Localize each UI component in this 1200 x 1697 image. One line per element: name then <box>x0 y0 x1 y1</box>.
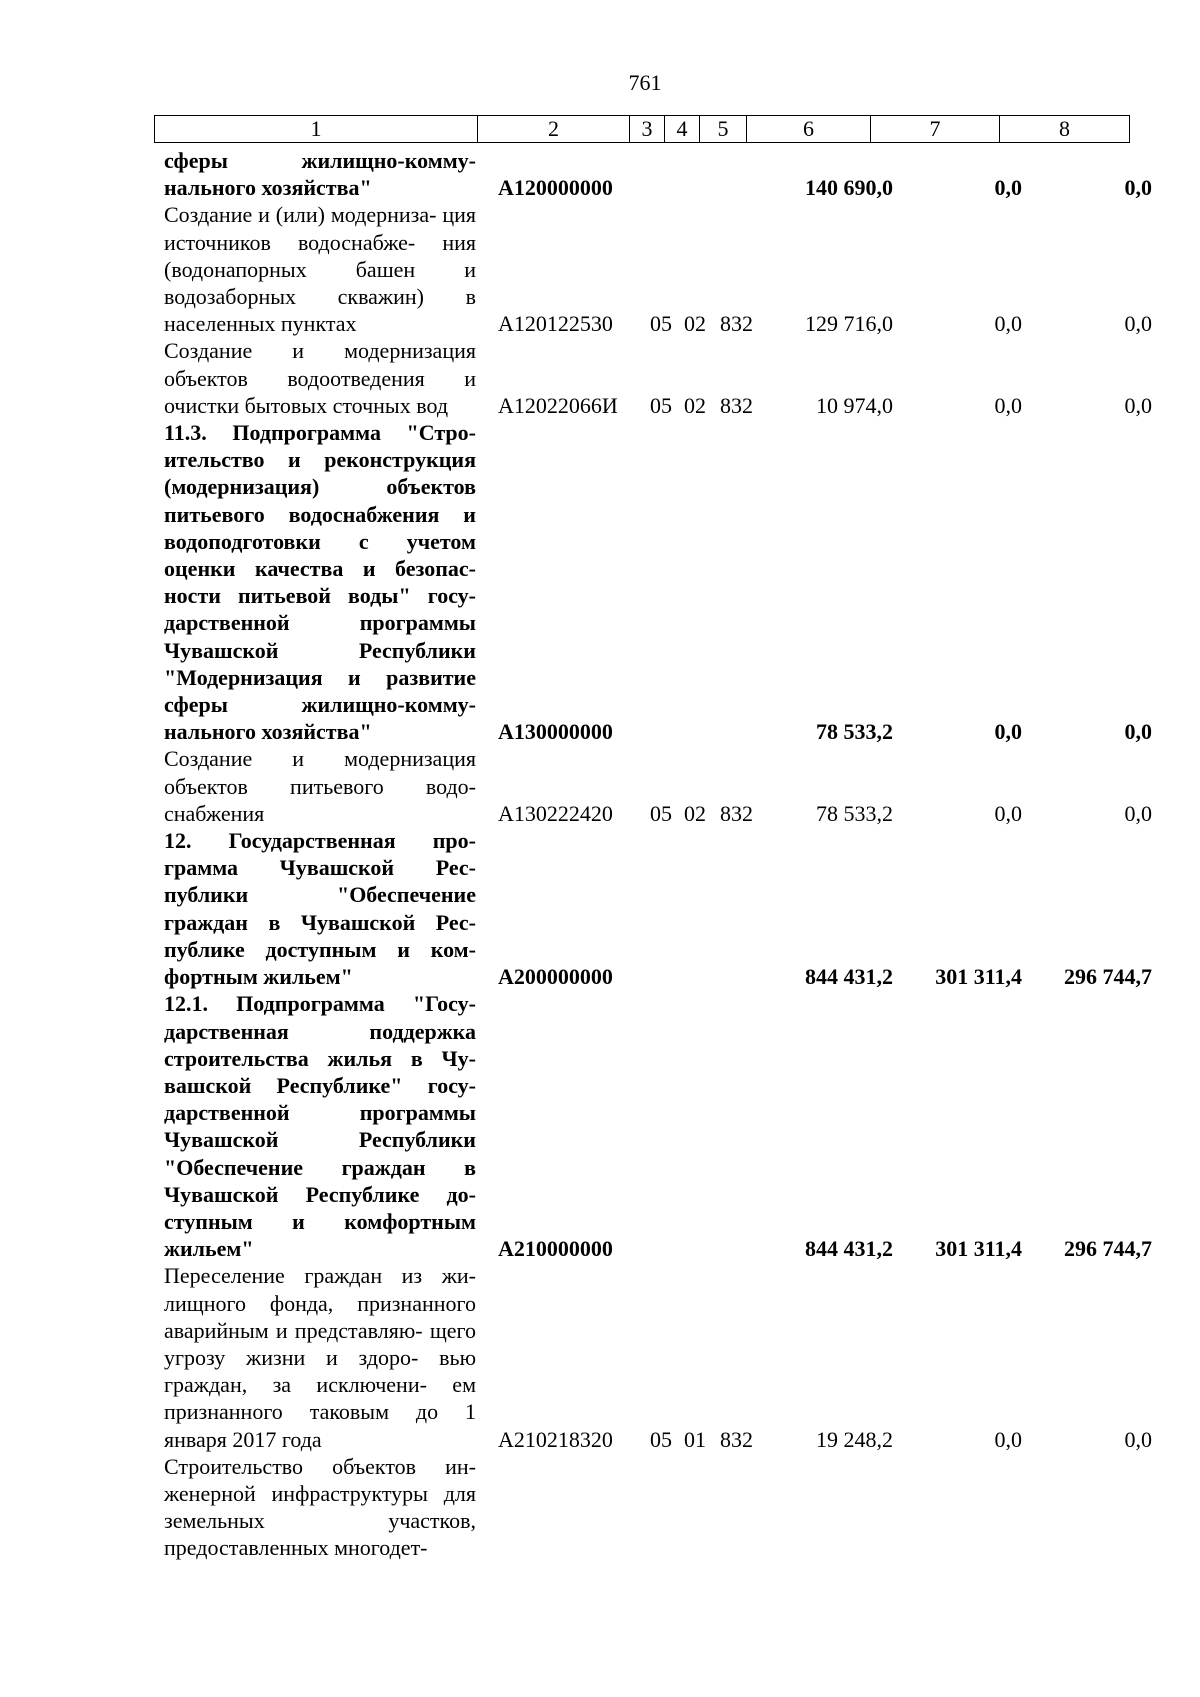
row-section: 05 <box>650 801 672 827</box>
row-value-col6: 78 533,2 <box>816 719 893 745</box>
row-values <box>154 1235 1154 1262</box>
row-code: А210000000 <box>498 1236 613 1262</box>
row-value-col7: 301 311,4 <box>935 1236 1022 1262</box>
row-value-col6: 129 716,0 <box>805 311 893 337</box>
row-name: Строительство объектов ин- женерной инфраструктуры для земельных участков, предоставленных многодет- <box>164 1453 476 1561</box>
row-value-col6: 140 690,0 <box>805 175 893 201</box>
row-section: 05 <box>650 1426 672 1452</box>
row-value-col6: 78 533,2 <box>816 801 893 827</box>
table-body <box>154 147 1154 1562</box>
header-col-8: 8 <box>1000 116 1130 143</box>
table-row <box>154 419 1154 745</box>
row-value-col7: 301 311,4 <box>935 964 1022 990</box>
row-value-col8: 0,0 <box>1124 719 1152 745</box>
row-value-col7: 0,0 <box>994 393 1022 419</box>
row-name: Создание и модернизация объектов питьевого водо- снабжения <box>164 746 476 826</box>
row-expense-type: 832 <box>720 801 753 827</box>
table-row <box>154 337 1154 419</box>
row-expense-type: 832 <box>720 393 753 419</box>
row-value-col7: 0,0 <box>994 801 1022 827</box>
header-col-7: 7 <box>871 116 1000 143</box>
row-expense-type: 832 <box>720 311 753 337</box>
header-col-6: 6 <box>747 116 871 143</box>
row-code: А130222420 <box>498 801 613 827</box>
row-name: Создание и модернизация объектов водоотведения и очистки бытовых сточных вод <box>164 338 476 418</box>
row-value-col8: 296 744,7 <box>1064 1236 1152 1262</box>
row-value-col7: 0,0 <box>994 311 1022 337</box>
header-col-5: 5 <box>700 116 747 143</box>
row-section: 05 <box>650 393 672 419</box>
row-value-col7: 0,0 <box>994 175 1022 201</box>
row-values <box>154 392 1154 419</box>
table-row <box>154 1262 1154 1452</box>
row-subsection: 01 <box>684 1426 706 1452</box>
row-value-col8: 0,0 <box>1124 801 1152 827</box>
table-row <box>154 827 1154 990</box>
row-value-col8: 296 744,7 <box>1064 964 1152 990</box>
row-values <box>154 718 1154 745</box>
header-col-3: 3 <box>630 116 665 143</box>
table-row <box>154 201 1154 337</box>
row-values <box>154 1535 1154 1562</box>
row-name: 12.1. Подпрограмма "Госу- дарственная поддержка строительства жилья в Чу- вашской Республике" госу- дарственной программы Чувашской Республики "Обеспечение граждан в Чувашской Республике до- ступным и комфортным жильем" <box>164 991 476 1262</box>
row-value-col6: 10 974,0 <box>816 393 893 419</box>
row-name: 11.3. Подпрограмма "Стро- ительство и реконструкция (модернизация) объектов питьевого водоснабжения и водоподготовки с учетом оценки качества и безопас- ности питьевой воды" госу- дарственной программы Чувашской Республики "Модернизация и развитие сферы жилищно-комму- нального хозяйства" <box>164 420 476 745</box>
row-code: А200000000 <box>498 964 613 990</box>
row-name: 12. Государственная про- грамма Чувашской Рес- публики "Обеспечение граждан в Чувашской Рес- публике доступным и ком- фортным жильем" <box>164 828 476 990</box>
row-code: А210218320 <box>498 1426 613 1452</box>
row-values <box>154 1426 1154 1453</box>
row-code: А120000000 <box>498 175 613 201</box>
row-section: 05 <box>650 311 672 337</box>
row-value-col8: 0,0 <box>1124 393 1152 419</box>
header-col-2: 2 <box>478 116 630 143</box>
row-code: А120122530 <box>498 311 613 337</box>
row-value-col8: 0,0 <box>1124 1426 1152 1452</box>
row-name: Создание и (или) модерниза- ция источников водоснабже- ния (водонапорных башен и водозаборных скважин) в населенных пунктах <box>164 202 476 337</box>
row-code: А130000000 <box>498 719 613 745</box>
row-values <box>154 310 1154 337</box>
page-number: 761 <box>628 70 662 95</box>
row-value-col6: 844 431,2 <box>805 964 893 990</box>
row-name: Переселение граждан из жи- лищного фонда, признанного аварийным и представляю- щего угрозу жизни и здоро- вью граждан, за исключени- ем признанного таковым до 1 января 2017 года <box>164 1263 476 1452</box>
row-values <box>154 174 1154 201</box>
row-values <box>154 963 1154 990</box>
row-value-col7: 0,0 <box>994 719 1022 745</box>
row-subsection: 02 <box>684 311 706 337</box>
table-row <box>154 147 1154 201</box>
table-row <box>154 1453 1154 1562</box>
row-name: сферы жилищно-комму- нального хозяйства" <box>164 148 476 201</box>
row-subsection: 02 <box>684 393 706 419</box>
row-value-col8: 0,0 <box>1124 175 1152 201</box>
row-value-col6: 19 248,2 <box>816 1426 893 1452</box>
table-row <box>154 990 1154 1262</box>
table-row <box>154 745 1154 827</box>
row-values <box>154 800 1154 827</box>
row-subsection: 02 <box>684 801 706 827</box>
row-code: А12022066И <box>498 393 618 419</box>
row-value-col8: 0,0 <box>1124 311 1152 337</box>
row-value-col7: 0,0 <box>994 1426 1022 1452</box>
row-value-col6: 844 431,2 <box>805 1236 893 1262</box>
header-col-1: 1 <box>155 116 478 143</box>
row-expense-type: 832 <box>720 1426 753 1452</box>
header-col-4: 4 <box>665 116 700 143</box>
table-header <box>154 115 1130 143</box>
